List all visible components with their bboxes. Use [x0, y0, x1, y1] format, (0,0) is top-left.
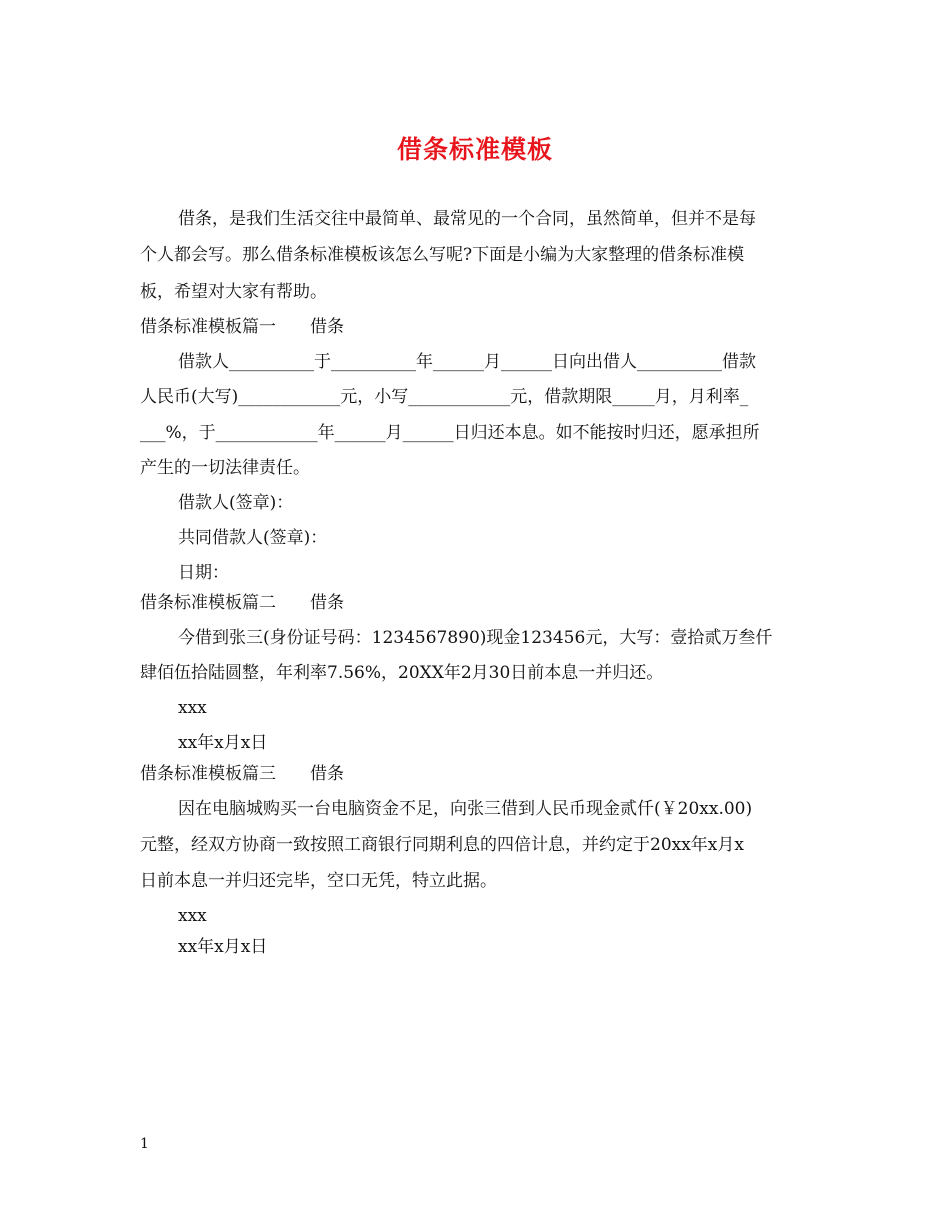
template3-line-2: 元整，经双方协商一致按照工商银行同期利息的四倍计息，并约定于20xx年x月x [140, 835, 744, 855]
document-title: 借条标准模板 [396, 135, 553, 164]
date-line: 日期： [178, 563, 229, 583]
section-heading-2: 借条标准模板篇二 借条 [140, 593, 344, 613]
template3-line-3: 日前本息一并归还完毕，空口无凭，特立此据。 [140, 871, 497, 891]
template2-line-1: 今借到张三(身份证号码：1234567890)现金123456元，大写：壹拾贰万叁仟 [178, 628, 773, 648]
template2-line-2: 肆佰伍拾陆圆整，年利率7.56%，20XX年2月30日前本息一并归还。 [140, 663, 664, 683]
template2-signature: xxx [178, 698, 207, 718]
borrower-signature-line: 借款人(签章)： [178, 493, 294, 513]
page-number: 1 [140, 1136, 149, 1152]
template1-line-4: 产生的一切法律责任。 [140, 458, 310, 478]
template2-date: xx年x月x日 [178, 733, 268, 753]
template3-signature: xxx [178, 906, 207, 926]
intro-line-3: 板，希望对大家有帮助。 [140, 282, 327, 302]
section-heading-1: 借条标准模板篇一 借条 [140, 317, 344, 337]
template1-line-1: 借款人__________于__________年______月______日向出借人__________借款 [178, 352, 756, 372]
template1-line-2: 人民币(大写)____________元，小写____________元，借款期限_____月，月利率_ [140, 387, 749, 407]
intro-line-1: 借条，是我们生活交往中最简单、最常见的一个合同，虽然简单，但并不是每 [178, 209, 756, 229]
co-borrower-signature-line: 共同借款人(签章)： [178, 528, 328, 548]
template1-line-3: ___%，于____________年______月______日归还本息。如不能按时归还，愿承担所 [140, 423, 760, 443]
intro-line-2: 个人都会写。那么借条标准模板该怎么写呢?下面是小编为大家整理的借条标准模 [140, 245, 745, 265]
template3-date: xx年x月x日 [178, 937, 268, 957]
section-heading-3: 借条标准模板篇三 借条 [140, 764, 344, 784]
template3-line-1: 因在电脑城购买一台电脑资金不足，向张三借到人民币现金贰仟(￥20xx.00) [178, 799, 753, 819]
